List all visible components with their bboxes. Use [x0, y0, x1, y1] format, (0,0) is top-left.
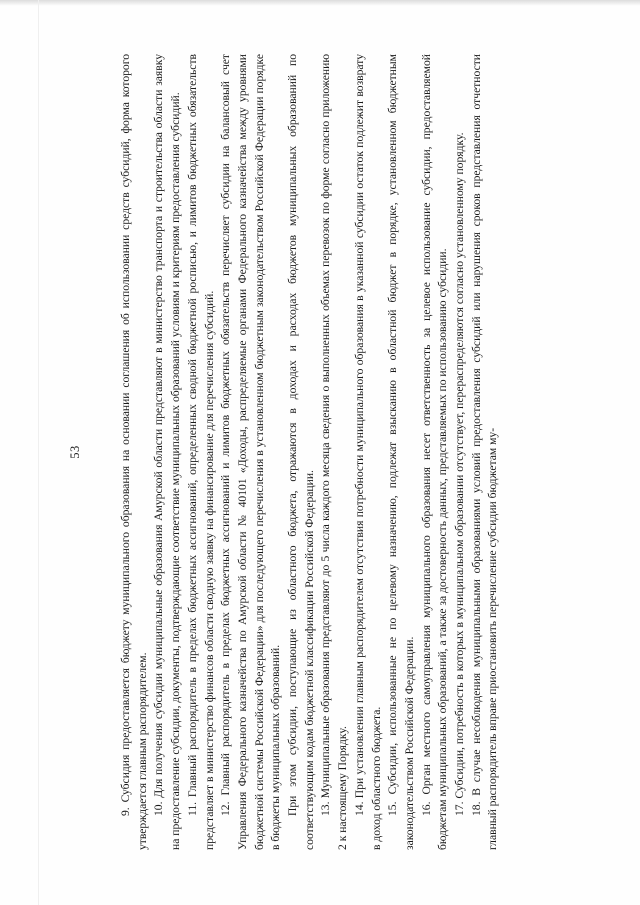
- paragraph-10: 10. Для получения субсидии муниципальные образования Амурской области представляют в министерство транспорта и строительства области заявку на предоставление субсидии, документы, подтверждающие соответствие муниципальных образований условиям и критериям предоставления субсидий.: [152, 54, 183, 850]
- paragraph-11: 11. Главный распорядитель в пределах бюджетных ассигнований, определенных сводной бюджетной росписью, и лимитов бюджетных обязательств представляет в министерство финансов области сводную заявку на финансирование для перечисления субсидий.: [185, 54, 216, 850]
- paragraph-12-note: При этом субсидии, поступающие из областного бюджета, отражаются в доходах и расходах бюджетов муниципальных образований по соответствующим кодам бюджетной классификации Российской Федерации.: [286, 54, 316, 850]
- body-text: [118, 54, 502, 850]
- scan-edge: [0, 0, 640, 6]
- paragraph-16: 16. Орган местного самоуправления муниципального образования несет ответственность за целевое использование субсидии, предоставляемой бюджетам муниципальных образований, а также за достоверность данных, представляемых по использованию субсидии.: [419, 54, 450, 850]
- rotated-text-block: [60, 32, 580, 872]
- page-number: 53: [68, 445, 82, 459]
- scan-artifact-line: [38, 0, 39, 905]
- paragraph-14: 14. При установлении главным распорядителем отсутствия потребности муниципального образования в указанной субсидии остаток подлежит возврату в доход областного бюджета.: [352, 54, 383, 850]
- paragraph-17: 17. Субсидии, потребность в которых в муниципальном образовании отсутствует, перераспределяются согласно установленному порядку.: [453, 132, 467, 816]
- paragraph-9: 9. Субсидия предоставляется бюджету муниципального образования на основании соглашения об использовании средств субсидий, форма которого утверждается главным распорядителем.: [119, 54, 149, 850]
- paragraph-15: 15. Субсидии, использованные не по целевому назначению, подлежат взысканию в областной бюджет в порядке, установленном бюджетным законодательством Российской Федерации.: [386, 54, 416, 850]
- paragraph-13: 13. Муниципальные образования представляют до 5 числа каждого месяца сведения о выполненных объемах перевозок по форме согласно приложению 2 к настоящему Порядку.: [319, 54, 350, 850]
- paragraph-18: 18. В случае несоблюдения муниципальными образованиями условий предоставления субсидий или нарушения сроков представления отчетности главный распорядитель вправе приостановить перечисление субсидии бюджетам му-: [469, 54, 500, 850]
- paragraph-12: 12. Главный распорядитель в пределах бюджетных ассигнований и лимитов бюджетных обязательств перечисляет субсидии на балансовый счет Управления Федерального казначейства по Амурской области № 40101 «Доходы, распределяемые органами Федерального казначейства между уровнями бюджетной системы Российской Федерации» для последующего перечисления в установленном бюджетным законодательством Российской Федерации порядке в бюджеты муниципальных образований.: [219, 54, 283, 850]
